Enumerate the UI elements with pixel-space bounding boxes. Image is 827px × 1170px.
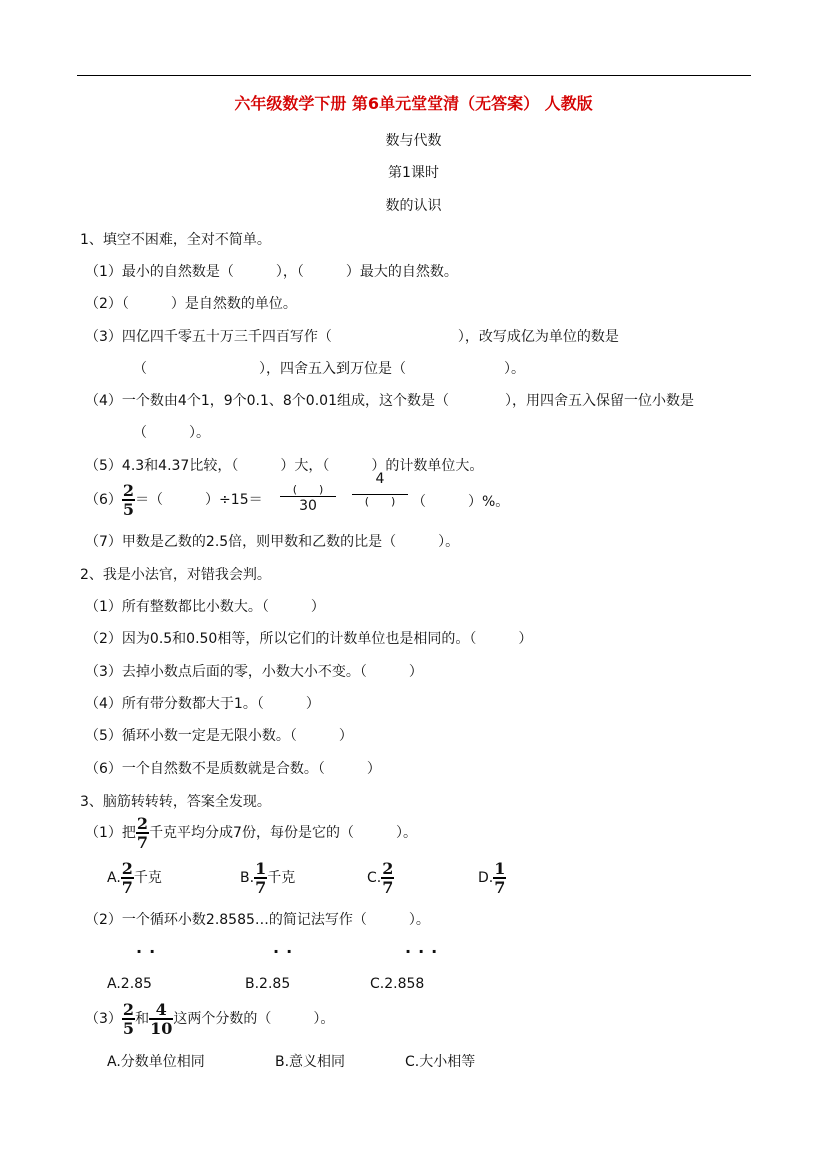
q6-numerator: 2 [122, 481, 135, 500]
option-unit: 千克 [267, 870, 296, 886]
s3-question-1 [85, 815, 417, 851]
s3-question-2: （2）一个循环小数2.8585…的简记法写作（ ）。 [85, 912, 430, 928]
s3q3-fraction-1 [122, 1001, 135, 1037]
header-rule [77, 75, 751, 76]
section3-heading: 3、脑筋转转转，答案全发现。 [80, 794, 271, 810]
repeating-dots-c: ··· [405, 942, 445, 961]
option-denominator: 7 [255, 878, 267, 897]
s1-question-4b: （ ）。 [133, 425, 210, 441]
repeating-dots-b: ·· [273, 942, 300, 961]
s3q3-numerator-2: 4 [155, 1000, 167, 1019]
s3q3-prefix: （3） [85, 1011, 122, 1027]
s3q1-option-b [240, 860, 295, 896]
option-unit: 千克 [133, 870, 162, 886]
q6-prefix: （6） [85, 492, 122, 508]
s2-item: （4）所有带分数都大于1。（ ） [85, 696, 320, 712]
s3q3-fraction-2 [149, 1001, 173, 1037]
option-numerator: 1 [255, 859, 267, 878]
s3q1-fraction [136, 815, 149, 851]
q6-blank-fraction-2 [352, 470, 408, 509]
q6-fraction [122, 482, 135, 518]
s3q3-and: 和 [135, 1011, 150, 1027]
s3q2-option-b: B.2.85 [245, 976, 291, 992]
section2-heading: 2、我是小法官，对错我会判。 [80, 567, 271, 583]
section1-heading: 1、填空不困难，全对不简单。 [80, 232, 271, 248]
s2-item: （2）因为0.5和0.50相等，所以它们的计数单位也是相同的。（ ） [85, 631, 533, 647]
s1-question-4a: （4）一个数由4个1，9个0.1、8个0.01组成，这个数是（ ），用四舍五入保留一位小数是 [85, 393, 694, 409]
option-numerator: 1 [494, 859, 506, 878]
s1-question-2: （2）（ ）是自然数的单位。 [85, 296, 297, 312]
s3q3-option-a: A.分数单位相同 [107, 1054, 205, 1070]
option-label: C. [367, 870, 382, 886]
option-fraction [121, 860, 134, 896]
s3-question-3 [85, 1001, 334, 1037]
subtitle-lesson: 第1课时 [388, 165, 439, 181]
option-numerator: 2 [382, 859, 394, 878]
s3q3-denominator-2: 10 [150, 1019, 173, 1038]
s1-question-7: （7）甲数是乙数的2.5倍，则甲数和乙数的比是（ ）。 [85, 534, 460, 550]
s1-question-6 [85, 482, 263, 518]
q6-blank1-denominator: 30 [299, 498, 317, 514]
q6-middle: ＝（ ）÷15＝ [135, 492, 263, 508]
subtitle-topic: 数与代数 [385, 133, 442, 149]
subtitle-section: 数的认识 [385, 198, 442, 214]
s1-question-3b: （ ），四舍五入到万位是（ ）。 [133, 361, 525, 377]
s3q1-option-d [478, 860, 506, 896]
s3q3-denominator-1: 5 [122, 1019, 135, 1038]
q6-denominator: 5 [122, 500, 135, 519]
s3q1-option-c [367, 860, 394, 896]
option-fraction [381, 860, 394, 896]
option-label: D. [478, 870, 494, 886]
repeating-dots-a: ·· [136, 942, 163, 961]
s3q1-denominator: 7 [136, 833, 149, 852]
option-denominator: 7 [121, 878, 133, 897]
page-title: 六年级数学下册 第6单元堂堂清（无答案） 人教版 [234, 94, 593, 113]
s3q1-suffix: 千克平均分成7份，每份是它的（ ）。 [149, 825, 417, 841]
s3q3-suffix: 这两个分数的（ ）。 [173, 1011, 335, 1027]
s2-item: （3）去掉小数点后面的零，小数大小不变。（ ） [85, 664, 423, 680]
s3q1-option-a [107, 860, 162, 896]
s2-item: （5）循环小数一定是无限小数。（ ） [85, 728, 353, 744]
s3q2-option-c: C.2.858 [370, 976, 425, 992]
s3q1-prefix: （1）把 [85, 825, 136, 841]
s2-item: （6）一个自然数不是质数就是合数。（ ） [85, 761, 381, 777]
q6-blank-fraction-1 [280, 484, 336, 515]
s1-question-5: （5）4.3和4.37比较，（ ）大，（ ）的计数单位大。 [85, 458, 484, 474]
s3q1-numerator: 2 [136, 814, 149, 833]
option-fraction [254, 860, 267, 896]
q6-blank1-numerator: ( ) [280, 484, 336, 497]
option-denominator: 7 [494, 878, 506, 897]
q6-blank2-numerator: 4 [375, 471, 385, 487]
option-denominator: 7 [382, 878, 394, 897]
s1-question-1: （1）最小的自然数是（ ），（ ）最大的自然数。 [85, 264, 458, 280]
s1-question-3a: （3）四亿四千零五十万三千四百写作（ ），改写成亿为单位的数是 [85, 329, 619, 345]
q6-suffix: （ ）%。 [412, 494, 510, 510]
s3q2-option-a: A.2.85 [107, 976, 152, 992]
s3q3-option-b: B.意义相同 [275, 1054, 346, 1070]
s3q3-numerator-1: 2 [122, 1000, 135, 1019]
option-fraction [493, 860, 506, 896]
option-label: B. [240, 870, 255, 886]
s3q3-option-c: C.大小相等 [405, 1054, 476, 1070]
q6-blank2-denominator: ( ) [352, 494, 408, 509]
option-label: A. [107, 870, 121, 886]
option-numerator: 2 [121, 859, 133, 878]
s2-item: （1）所有整数都比小数大。（ ） [85, 599, 325, 615]
